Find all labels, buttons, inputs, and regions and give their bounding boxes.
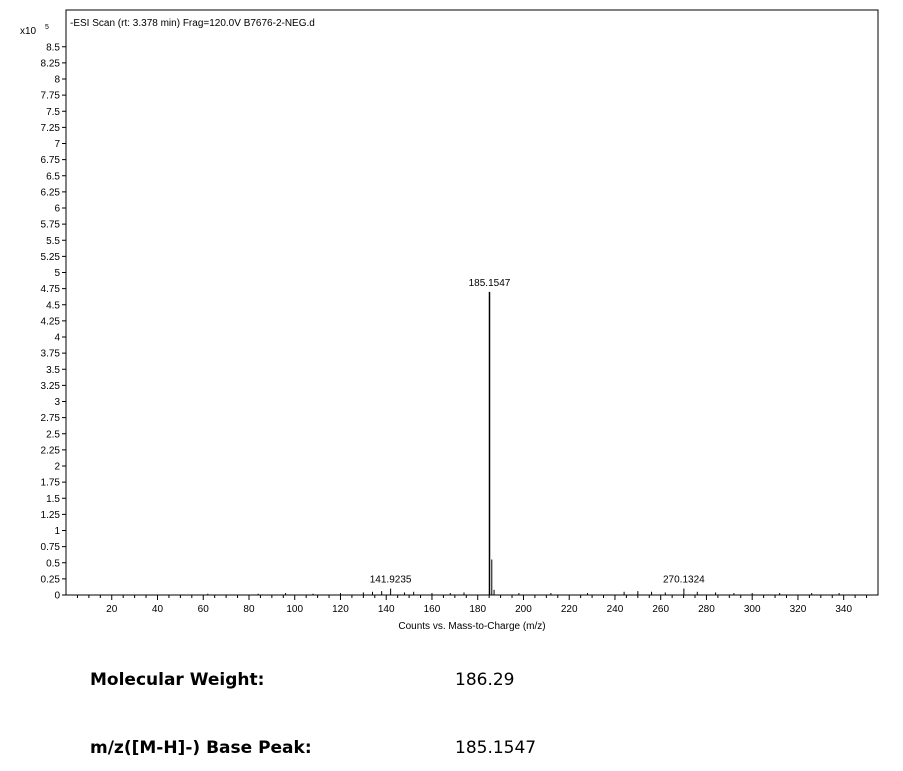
y-tick-label: 5.5 xyxy=(46,235,60,247)
x-tick-label: 260 xyxy=(652,604,670,615)
y-tick-label: 2 xyxy=(54,461,60,473)
peak-label: 185.1547 xyxy=(468,277,511,289)
y-axis xyxy=(41,42,66,601)
spectrum-peaks xyxy=(208,292,839,595)
y-tick-label: 4 xyxy=(54,332,60,344)
x-tick-label: 320 xyxy=(789,604,807,615)
y-tick-label: 7.25 xyxy=(40,122,60,134)
y-tick-label: 0.25 xyxy=(40,574,60,586)
peak-label: 141.9235 xyxy=(369,574,412,586)
base-peak-value: 185.1547 xyxy=(455,738,537,758)
y-tick-label: 7.75 xyxy=(40,90,60,102)
y-tick-label: 1 xyxy=(54,526,60,537)
x-tick-label: 180 xyxy=(469,604,487,615)
y-tick-label: 1.75 xyxy=(40,477,60,489)
y-tick-label: 6.75 xyxy=(40,155,60,167)
x-tick-label: 40 xyxy=(151,604,164,615)
x-axis-label: Counts vs. Mass-to-Charge (m/z) xyxy=(398,621,546,632)
x-tick-label: 240 xyxy=(606,604,624,615)
y-tick-label: 1.5 xyxy=(46,493,60,505)
x-tick-label: 220 xyxy=(560,604,578,615)
y-tick-label: 2.5 xyxy=(46,429,60,441)
y-tick-label: 4.25 xyxy=(40,316,60,328)
peak-labels xyxy=(370,278,705,586)
base-peak-label: m/z([M-H]-) Base Peak: xyxy=(90,738,312,758)
x-tick-label: 280 xyxy=(698,604,715,615)
y-multiplier-exponent: 5 xyxy=(45,24,49,31)
x-tick-label: 80 xyxy=(243,604,255,615)
y-tick-label: 2.75 xyxy=(40,413,60,425)
y-tick-label: 0.75 xyxy=(40,542,60,554)
x-tick-label: 340 xyxy=(835,604,853,615)
y-tick-label: 3.25 xyxy=(40,380,60,392)
y-tick-label: 3 xyxy=(54,397,60,408)
y-tick-label: 8 xyxy=(54,74,60,86)
x-tick-label: 20 xyxy=(106,604,118,615)
x-tick-label: 160 xyxy=(423,604,441,615)
molecular-weight-value: 186.29 xyxy=(455,670,515,690)
y-tick-label: 5.25 xyxy=(40,251,60,263)
x-axis xyxy=(77,595,866,615)
plot-frame xyxy=(66,10,878,595)
x-tick-label: 200 xyxy=(515,604,532,615)
chart-title: -ESI Scan (rt: 3.378 min) Frag=120.0V B7676-2-NEG.d xyxy=(70,18,315,29)
y-tick-label: 4.75 xyxy=(40,284,60,296)
x-tick-label: 60 xyxy=(197,604,209,615)
x-tick-label: 100 xyxy=(286,604,304,615)
x-tick-label: 300 xyxy=(743,604,761,615)
y-tick-label: 2.25 xyxy=(40,445,60,457)
y-tick-label: 5.75 xyxy=(40,219,60,231)
y-tick-label: 7.5 xyxy=(46,106,60,118)
y-tick-label: 0 xyxy=(54,590,60,602)
y-tick-label: 6.5 xyxy=(46,171,60,183)
y-tick-label: 6.25 xyxy=(40,187,60,199)
peak-label: 270.1324 xyxy=(663,574,705,586)
x-tick-label: 140 xyxy=(377,604,395,615)
y-tick-label: 8.25 xyxy=(40,58,60,70)
y-tick-label: 8.5 xyxy=(46,42,60,54)
y-tick-label: 4.5 xyxy=(46,300,60,312)
x-tick-label: 120 xyxy=(332,604,349,615)
y-tick-label: 0.5 xyxy=(46,558,60,570)
y-multiplier-base: x10 xyxy=(20,26,37,37)
y-tick-label: 5 xyxy=(54,268,60,279)
y-tick-label: 1.25 xyxy=(40,509,60,521)
y-tick-label: 6 xyxy=(54,203,60,215)
molecular-weight-label: Molecular Weight: xyxy=(90,670,265,690)
y-tick-label: 7 xyxy=(54,139,60,150)
y-tick-label: 3.75 xyxy=(40,348,60,360)
y-tick-label: 3.5 xyxy=(46,364,60,376)
